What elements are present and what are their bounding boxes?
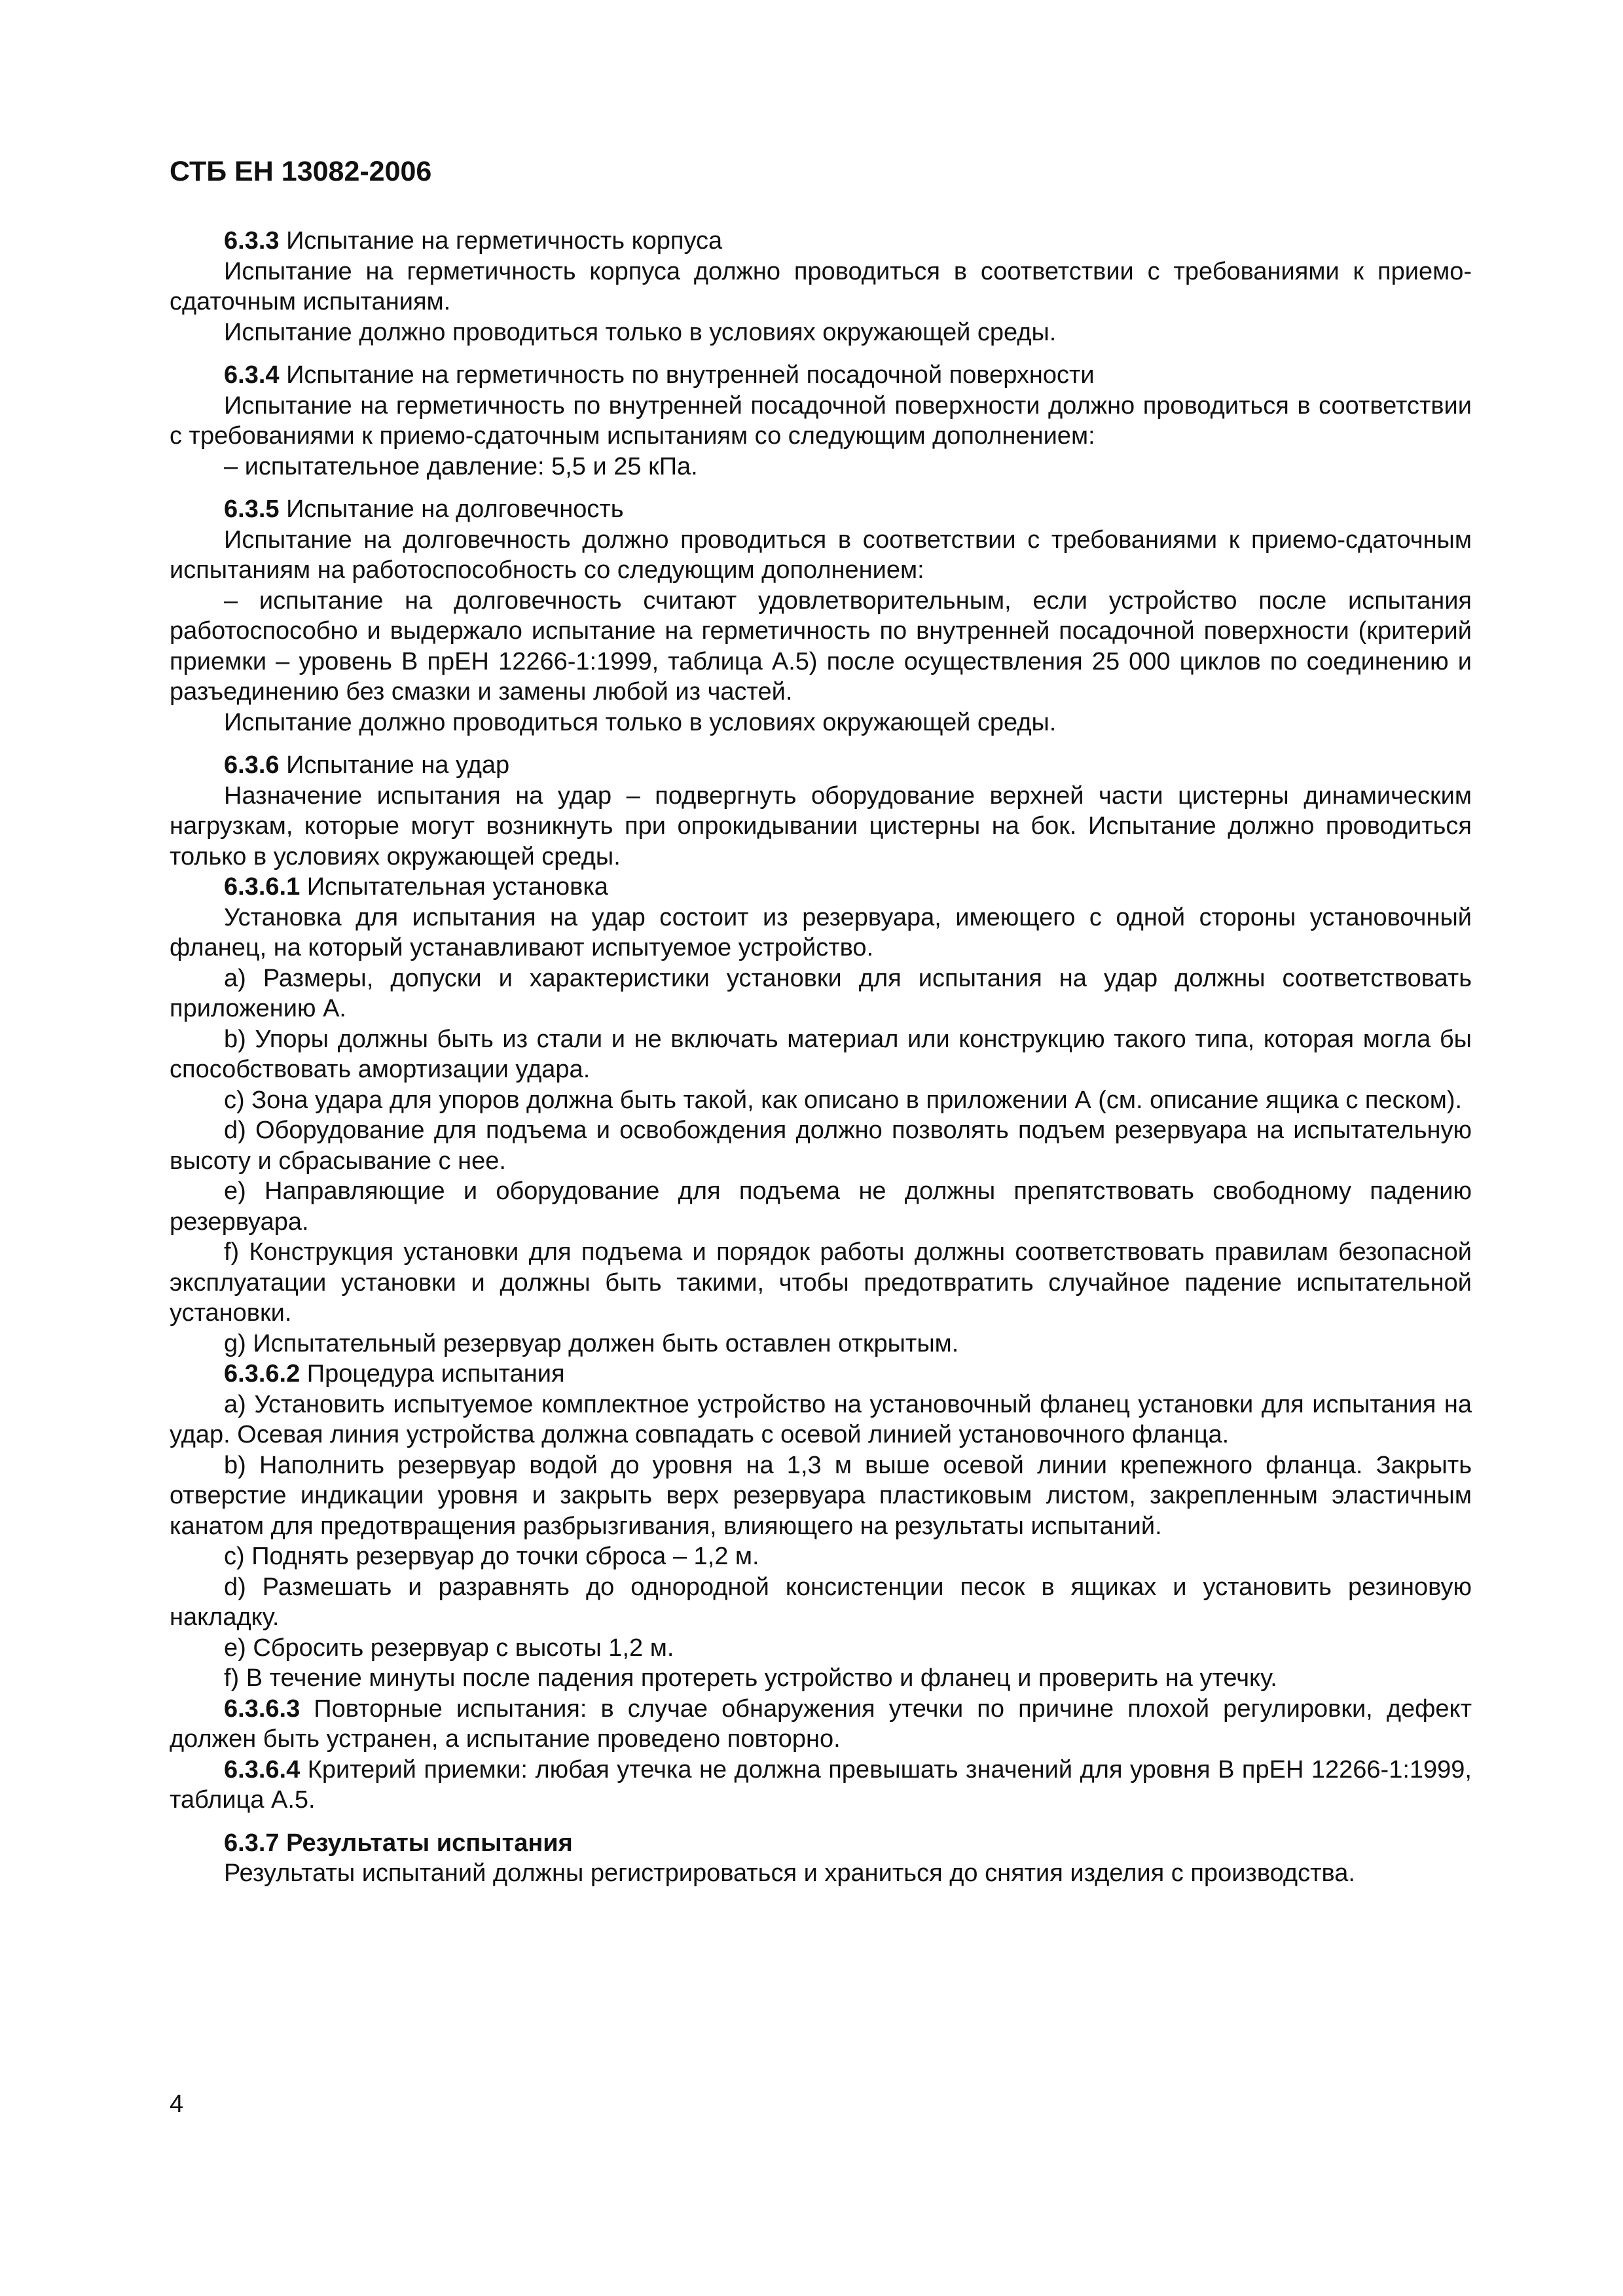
section-heading: 6.3.7 Результаты испытания <box>224 1829 573 1857</box>
section-6-3-6-3 <box>170 1694 1472 1755</box>
section-heading <box>170 226 1472 257</box>
section-6-3-6-2 <box>170 1359 1472 1694</box>
section-title: Испытание на удар <box>279 751 510 779</box>
paragraph: Назначение испытания на удар – подвергнуть оборудование верхней части цистерны динамическим нагрузкам, которые могут возникнуть при опрокидывании цистерны на бок. Испытание должно проводиться только в условиях окружающей среды. <box>170 781 1472 870</box>
section-heading <box>170 750 1472 781</box>
section-6-3-6-4 <box>170 1755 1472 1816</box>
paragraph: Испытание на герметичность по внутренней посадочной поверхности должно проводиться в соответствии с требованиями к приемо-сдаточным испытаниям со следующим дополнением: <box>170 391 1472 450</box>
section-heading <box>170 360 1472 391</box>
list-item: a) Размеры, допуски и характеристики установки для испытания на удар должны соответствовать приложению А. <box>170 964 1472 1022</box>
section-number: 6.3.6 <box>224 751 280 779</box>
list-item: – испытание на долговечность считают удовлетворительным, если устройство после испытания работоспособно и выдержало испытание на герметичность по внутренней посадочной поверхности (критерий приемки – уровень B прЕН 12266-1:1999, таблица А.5) после осуществления 25 000 циклов по соединению и разъединению без смазки и замены любой из частей. <box>170 586 1472 706</box>
section-number: 6.3.6.1 <box>224 873 301 901</box>
list-item: f) В течение минуты после падения протереть устройство и фланец и проверить на утечку. <box>224 1664 1277 1692</box>
section-6-3-4 <box>170 360 1472 482</box>
section-title: Процедура испытания <box>300 1360 565 1388</box>
list-item: c) Зона удара для упоров должна быть такой, как описано в приложении А (см. описание ящика с песком). <box>224 1086 1463 1114</box>
section-heading <box>170 1359 1472 1390</box>
section-6-3-6-1 <box>170 872 1472 1359</box>
list-item: b) Наполнить резервуар водой до уровня на 1,3 м выше осевой линии крепежного фланца. Закрыть отверстие индикации уровня и закрыть верх резервуара пластиковым листом, закрепленным эластичным канатом для предотвращения разбрызгивания, влияющего на результаты испытаний. <box>170 1451 1472 1540</box>
paragraph: Испытание должно проводиться только в условиях окружающей среды. <box>224 708 1057 736</box>
section-number: 6.3.6.2 <box>224 1360 301 1388</box>
section-6-3-5 <box>170 494 1472 738</box>
section-title: Испытательная установка <box>300 873 608 901</box>
list-item: c) Поднять резервуар до точки сброса – 1,2 м. <box>224 1543 759 1570</box>
section-number: 6.3.3 <box>224 227 280 255</box>
list-item: – испытательное давление: 5,5 и 25 кПа. <box>224 452 698 480</box>
paragraph: Установка для испытания на удар состоит из резервуара, имеющего с одной стороны установочный фланец, на который устанавливают испытуемое устройство. <box>170 903 1472 961</box>
paragraph: Результаты испытаний должны регистрироваться и храниться до снятия изделия с производства. <box>224 1859 1355 1887</box>
section-title: Испытание на герметичность корпуса <box>279 227 723 255</box>
section-title: Испытание на герметичность по внутренней посадочной поверхности <box>279 361 1095 389</box>
paragraph: Испытание должно проводиться только в условиях окружающей среды. <box>224 318 1057 346</box>
list-item: g) Испытательный резервуар должен быть оставлен открытым. <box>224 1329 959 1357</box>
section-number: 6.3.6.4 <box>224 1755 301 1784</box>
section-text: Критерий приемки: любая утечка не должна превышать значений для уровня B прЕН 12266-1:1999, таблица А.5. <box>170 1755 1472 1814</box>
list-item: e) Направляющие и оборудование для подъема не должны препятствовать свободному падению резервуара. <box>170 1177 1472 1236</box>
paragraph: Испытание на долговечность должно проводиться в соответствии с требованиями к приемо-сдаточным испытаниям на работоспособность со следующим дополнением: <box>170 526 1472 584</box>
section-6-3-6 <box>170 750 1472 872</box>
section-number: 6.3.5 <box>224 495 280 523</box>
page-number: 4 <box>170 2090 184 2118</box>
document-body <box>170 226 1472 1889</box>
list-item: b) Упоры должны быть из стали и не включать материал или конструкцию такого типа, которая могла бы способствовать амортизации удара. <box>170 1025 1472 1083</box>
section-number: 6.3.4 <box>224 361 280 389</box>
section-6-3-7 <box>170 1828 1472 1889</box>
document-code: СТБ ЕН 13082-2006 <box>170 156 432 187</box>
section-6-3-3 <box>170 226 1472 348</box>
section-heading <box>170 494 1472 525</box>
section-title: Испытание на долговечность <box>279 495 624 523</box>
list-item: e) Сбросить резервуар с высоты 1,2 м. <box>224 1634 674 1662</box>
list-item: f) Конструкция установки для подъема и порядок работы должны соответствовать правилам безопасной эксплуатации установки и должны быть такими, чтобы предотвратить случайное падение испытательной установки. <box>170 1238 1472 1327</box>
section-heading <box>170 872 1472 903</box>
list-item: a) Установить испытуемое комплектное устройство на установочный фланец установки для испытания на удар. Осевая линия устройства должна совпадать с осевой линией установочного фланца. <box>170 1390 1472 1448</box>
list-item: d) Оборудование для подъема и освобождения должно позволять подъем резервуара на испытательную высоту и сбрасывание с нее. <box>170 1117 1472 1175</box>
paragraph: Испытание на герметичность корпуса должно проводиться в соответствии с требованиями к приемо-сдаточным испытаниям. <box>170 257 1472 315</box>
section-text: Повторные испытания: в случае обнаружения утечки по причине плохой регулировки, дефект должен быть устранен, а испытание проведено повторно. <box>170 1695 1472 1753</box>
section-number: 6.3.6.3 <box>224 1695 301 1723</box>
list-item: d) Размешать и разравнять до однородной консистенции песок в ящиках и установить резиновую накладку. <box>170 1573 1472 1631</box>
